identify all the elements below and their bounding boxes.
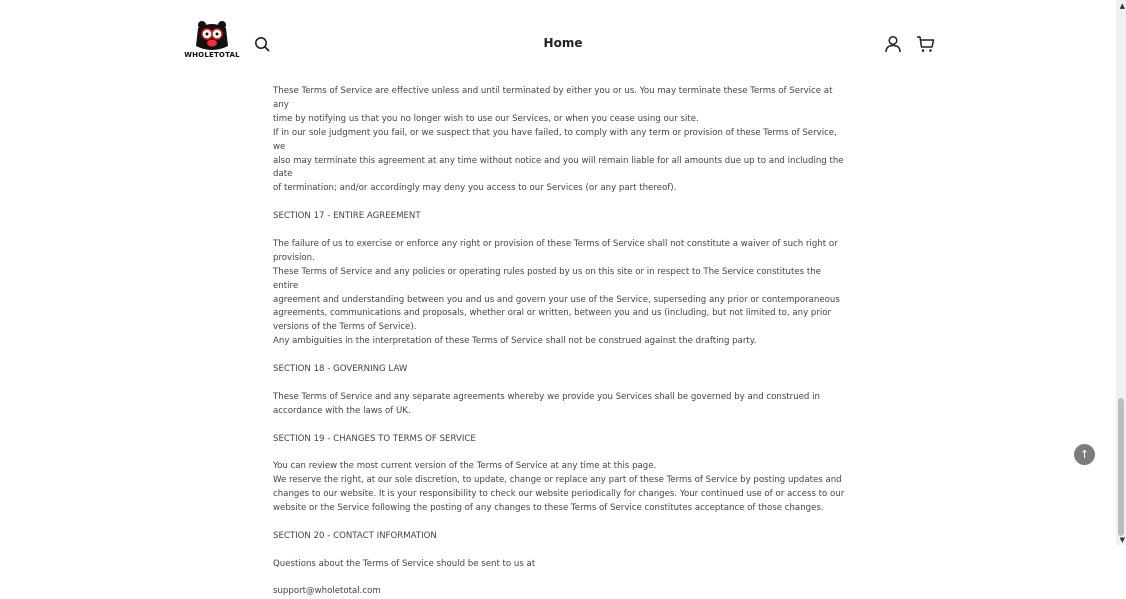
- scroll-up-arrow-icon[interactable]: ▲: [1119, 2, 1125, 10]
- entire-agreement-paragraph: The failure of us to exercise or enforce any right or provision of these Terms of Service shall not constitute a waiver of such right or provision. These Terms of Service and any policies or operating rules posted by us on this site or in respect to The Service constitutes the entire agreement and understanding between you and us and govern your use of the Service, superseding any prior or contemporaneous agreements, communications and proposals, whether oral or written, between you and us (including, but not limited to, any prior versions of the Terms of Service). Any ambiguities in the interpretation of these Terms of Service shall not be construed against the drafting party.: [273, 238, 840, 347]
- scrollbar-thumb[interactable]: [1118, 398, 1124, 536]
- search-icon[interactable]: [254, 36, 270, 52]
- logo[interactable]: [184, 20, 240, 62]
- contact-email[interactable]: support@wholetotal.com: [273, 586, 381, 597]
- logo-text: WHOLETOTAL: [184, 51, 240, 59]
- back-to-top-button[interactable]: [1074, 444, 1095, 465]
- cart-icon[interactable]: [916, 35, 935, 53]
- section-18-heading: SECTION 18 - GOVERNING LAW: [273, 364, 408, 375]
- arrow-up-icon: ↑: [1079, 448, 1090, 461]
- page-scrollbar[interactable]: [1116, 0, 1126, 545]
- user-icon[interactable]: [884, 35, 902, 53]
- section-20-heading: SECTION 20 - CONTACT INFORMATION: [273, 530, 437, 541]
- terms-content: [273, 85, 845, 599]
- site-header: [0, 0, 1116, 80]
- bear-logo-icon: [184, 20, 240, 52]
- scroll-down-arrow-icon[interactable]: ▼: [1119, 536, 1125, 544]
- contact-paragraph: Questions about the Terms of Service should be sent to us at: [273, 558, 536, 569]
- nav-home-link[interactable]: Home: [543, 36, 583, 50]
- section-17-heading: SECTION 17 - ENTIRE AGREEMENT: [273, 211, 421, 222]
- changes-paragraph: You can review the most current version of the Terms of Service at any time at this page. We reserve the right, at our sole discretion, to update, change or replace any part of these Terms of Service by posting updates and changes to our website. It is your responsibility to check our website periodically for changes. Your continued use of or access to our website or the Service following the posting of any changes to these Terms of Service constitutes acceptance of those changes.: [273, 461, 845, 514]
- governing-law-paragraph: These Terms of Service and any separate agreements whereby we provide you Services shall be governed by and construed in accordance with the laws of UK.: [273, 391, 820, 416]
- termination-paragraph: These Terms of Service are effective unless and until terminated by either you or us. You may terminate these Terms of Service at any time by notifying us that you no longer wish to use our Services, or when you cease using our site. If in our sole judgment you fail, or we suspect that you have failed, to comply with any term or provision of these Terms of Service, we also may terminate this agreement at any time without notice and you will remain liable for all amounts due up to and including the date of termination; and/or accordingly may deny you access to our Services (or any part thereof).: [273, 86, 844, 194]
- section-19-heading: SECTION 19 - CHANGES TO TERMS OF SERVICE: [273, 433, 476, 444]
